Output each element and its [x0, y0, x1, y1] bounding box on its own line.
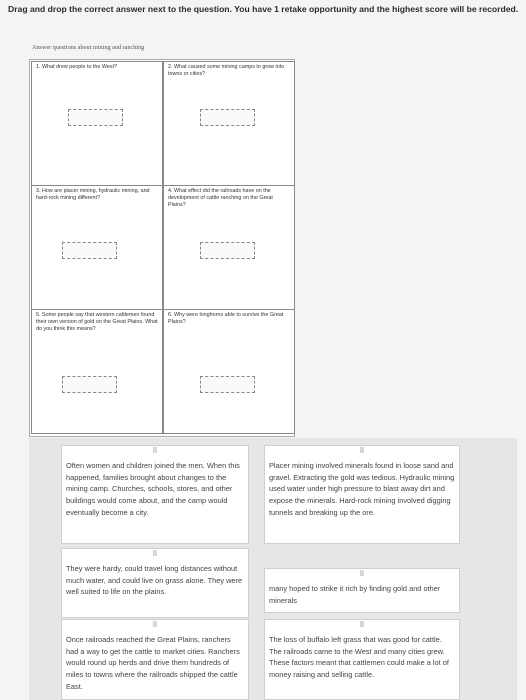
answer-card-3[interactable]: [61, 548, 249, 618]
drop-zone-4[interactable]: [200, 242, 255, 259]
question-4: 4. What effect did the railroads have on the development of cattle ranching on the Great Plains?: [168, 188, 273, 208]
answer-card-text: Placer mining involved minerals found in loose sand and gravel. Extracting the gold was tedious. Hydraulic mining used water under high pressure to blast away dirt and expose the minerals. Hard-rock mining involved digging tunnels and breaking up the ore.: [269, 461, 455, 517]
question-cell-4: [163, 185, 295, 310]
question-cell-2: [163, 61, 295, 186]
question-5: 5. Some people say that western cattlemen found their own version of gold on the Great Plains. What do you think this means?: [36, 312, 158, 332]
answer-card-text: Often women and children joined the men. When this happened, families brought about changes to the mining camp. Churches, schools, stores, and other buildings would come about, and the camp would eventually become a city.: [66, 461, 240, 517]
drag-handle-icon[interactable]: ⠿: [359, 571, 365, 578]
answer-card-4[interactable]: [264, 568, 460, 613]
answer-card-6[interactable]: [264, 619, 460, 700]
question-1: 1. What drew people to the West?: [36, 64, 118, 70]
drag-handle-icon[interactable]: ⠿: [359, 622, 365, 629]
question-cell-3: [31, 185, 163, 310]
answer-card-5[interactable]: [61, 619, 249, 700]
question-cell-5: [31, 309, 163, 434]
drag-handle-icon[interactable]: ⠿: [359, 448, 365, 455]
drop-zone-6[interactable]: [200, 376, 255, 393]
worksheet-title: Answer questions about mining and ranching: [32, 44, 145, 51]
worksheet: [29, 59, 295, 437]
answer-card-text: Once railroads reached the Great Plains, ranchers had a way to get the cattle to market cities. Ranchers would round up herds and drive them hundreds of miles to towns where the railroads shipped the cattle East.: [66, 635, 240, 691]
drag-handle-icon[interactable]: ⠿: [152, 622, 158, 629]
drag-handle-icon[interactable]: ⠿: [152, 551, 158, 558]
answer-card-text: The loss of buffalo left grass that was good for cattle. The railroads came to the West and many cities grew. These factors meant that cattlemen could make a lot of money raising and selling cattle.: [269, 635, 449, 680]
answer-card-text: They were hardy, could travel long distances without much water, and could live on grass alone. They were well suited to life on the plains.: [66, 564, 243, 597]
answer-card-2[interactable]: [264, 445, 460, 544]
drop-zone-5[interactable]: [62, 376, 117, 393]
answer-card-text: many hoped to strike it rich by finding gold and other minerals: [269, 584, 441, 605]
answer-card-1[interactable]: [61, 445, 249, 544]
question-3: 3. How are placer mining, hydraulic mining, and hard-rock mining different?: [36, 188, 150, 201]
instructions: Drag and drop the correct answer next to the question. You have 1 retake opportunity and the highest score will be recorded.: [8, 4, 519, 14]
question-6: 6. Why were longhorns able to survive the Great Plains?: [168, 312, 284, 325]
drop-zone-1[interactable]: [68, 109, 123, 126]
drop-zone-3[interactable]: [62, 242, 117, 259]
question-2: 2. What caused some mining camps to grow into towns or cities?: [168, 64, 285, 77]
drop-zone-2[interactable]: [200, 109, 255, 126]
question-cell-1: [31, 61, 163, 186]
answer-bank: [29, 438, 517, 700]
question-cell-6: [163, 309, 295, 434]
drag-handle-icon[interactable]: ⠿: [152, 448, 158, 455]
